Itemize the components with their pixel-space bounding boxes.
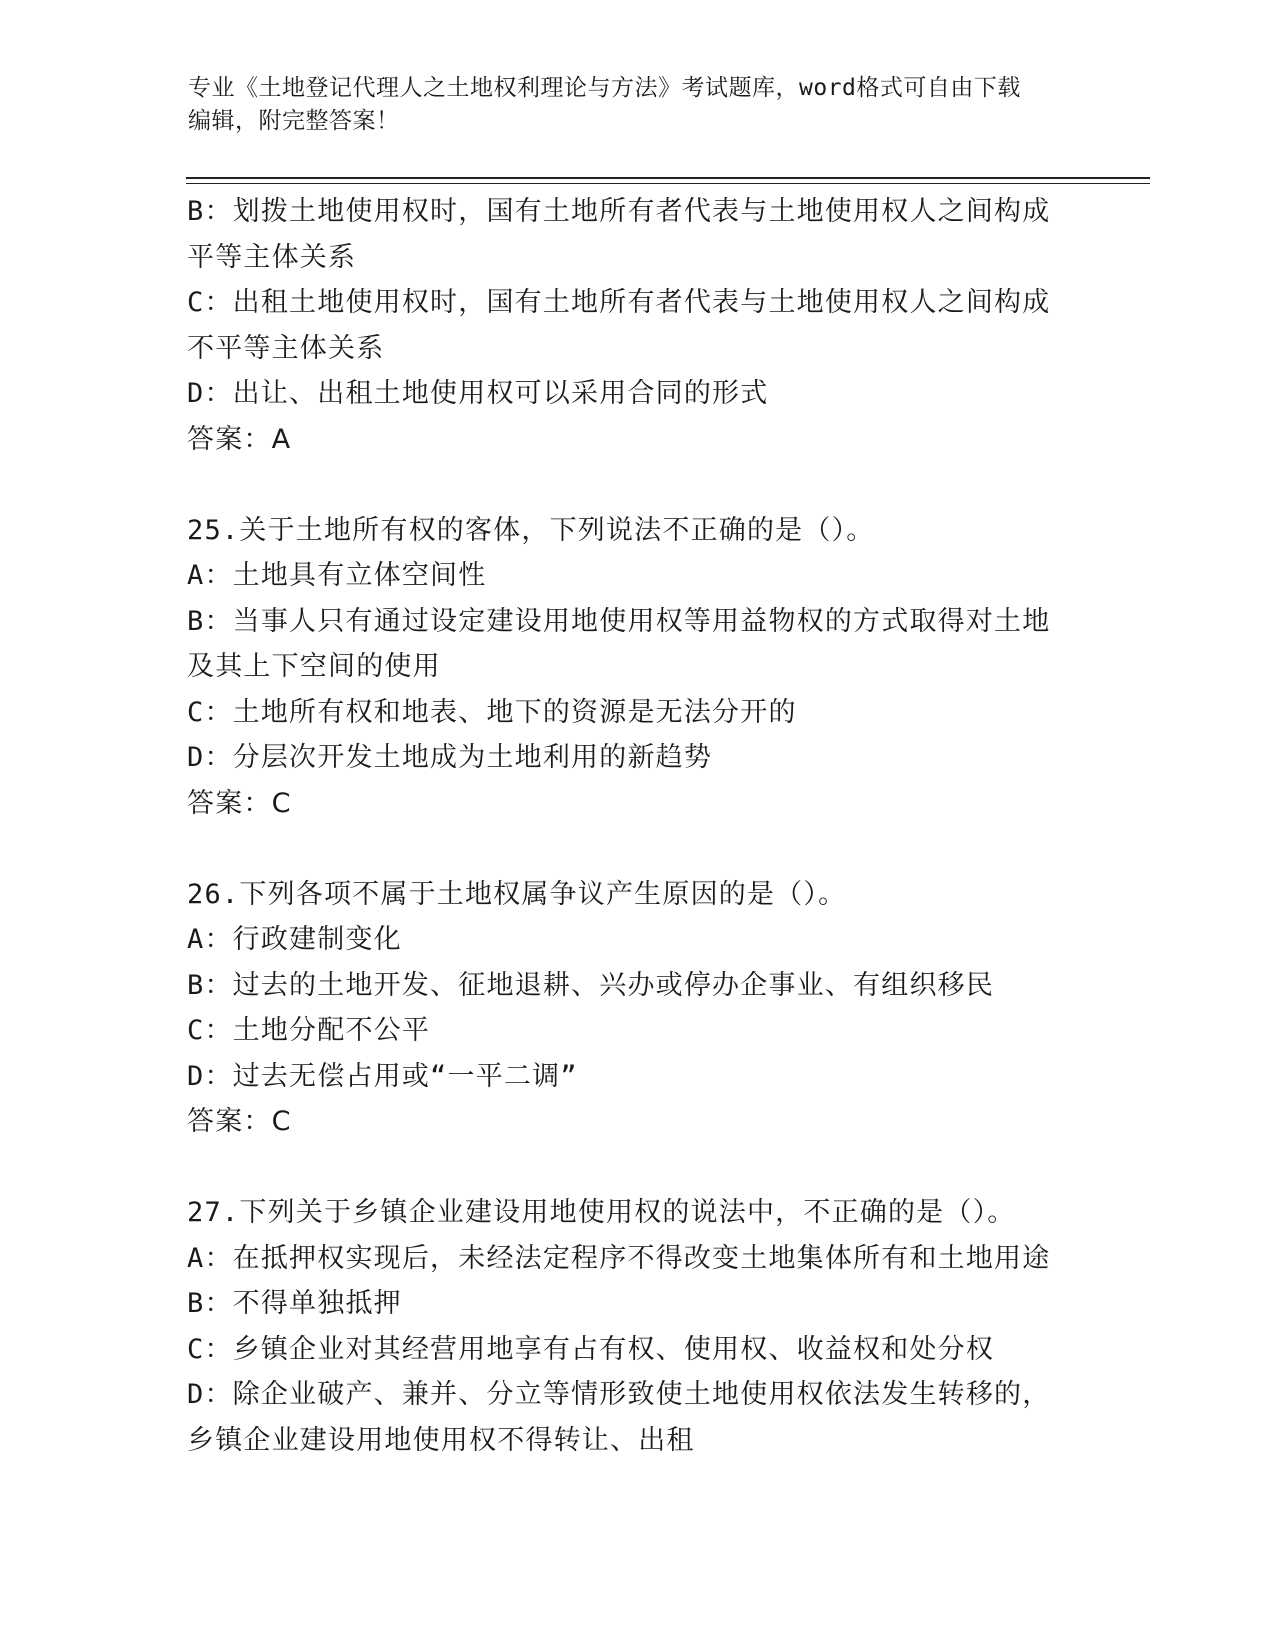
question-content: [187, 189, 1087, 1463]
option-line: 不平等主体关系: [187, 332, 385, 364]
answer-line: 答案：C: [187, 1106, 292, 1137]
header-line-1: 专业《土地登记代理人之土地权利理论与方法》考试题库，word格式可自由下载: [188, 75, 1021, 101]
question-stem: 25.关于土地所有权的客体，下列说法不正确的是（）。: [187, 514, 875, 546]
option-line: A：土地具有立体空间性: [187, 560, 487, 591]
option-line: C：土地分配不公平: [187, 1015, 431, 1046]
answer-line: 答案：C: [187, 787, 292, 819]
option-line: D：除企业破产、兼并、分立等情形致使土地使用权依法发生转移的，: [187, 1379, 1051, 1410]
option-line: 平等主体关系: [187, 241, 357, 273]
question-stem: 26.下列各项不属于土地权属争议产生原因的是（）。: [187, 878, 847, 910]
option-line: D：过去无偿占用或“一平二调”: [187, 1060, 578, 1092]
header-line-2: 编辑，附完整答案！: [188, 108, 400, 134]
continued-question: [187, 189, 1087, 462]
option-line: C：土地所有权和地表、地下的资源是无法分开的: [187, 696, 797, 728]
header-rule-thick: [186, 177, 1150, 179]
document-header: [188, 72, 1068, 138]
question-25: [187, 508, 1087, 827]
option-line: B：不得单独抵押: [187, 1288, 402, 1319]
answer-line: 答案：A: [187, 423, 292, 455]
question-27: [187, 1190, 1087, 1463]
spacer: [187, 826, 1087, 872]
header-rule-thin: [186, 183, 1150, 184]
question-stem: 27.下列关于乡镇企业建设用地使用权的说法中，不正确的是（）。: [187, 1197, 1016, 1228]
question-26: [187, 872, 1087, 1145]
option-line: B：过去的土地开发、征地退耕、兴办或停办企事业、有组织移民: [187, 969, 995, 1001]
option-line: D：分层次开发土地成为土地利用的新趋势: [187, 742, 713, 773]
option-line: C：乡镇企业对其经营用地享有占有权、使用权、收益权和处分权: [187, 1333, 995, 1365]
option-line: A：在抵押权实现后，未经法定程序不得改变土地集体所有和土地用途: [187, 1242, 1051, 1274]
option-line: B：划拨土地使用权时，国有土地所有者代表与土地使用权人之间构成: [187, 196, 1051, 227]
option-line: 及其上下空间的使用: [187, 651, 441, 682]
option-line: D：出让、出租土地使用权可以采用合同的形式: [187, 378, 769, 409]
option-line: 乡镇企业建设用地使用权不得转让、出租: [187, 1424, 695, 1456]
spacer: [187, 1145, 1087, 1191]
option-line: A：行政建制变化: [187, 924, 402, 955]
option-line: C：出租土地使用权时，国有土地所有者代表与土地使用权人之间构成: [187, 287, 1051, 318]
option-line: B：当事人只有通过设定建设用地使用权等用益物权的方式取得对土地: [187, 605, 1051, 637]
spacer: [187, 462, 1087, 508]
